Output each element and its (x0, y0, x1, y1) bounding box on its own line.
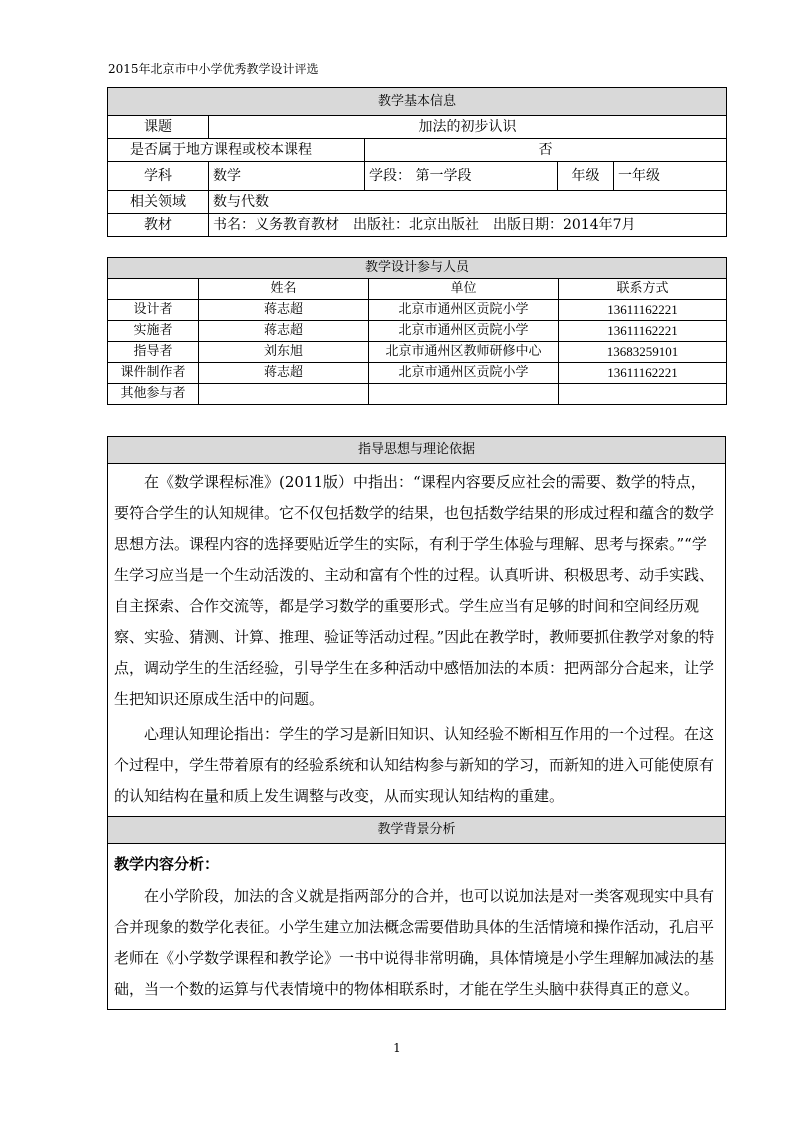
local-course-value: 否 (365, 139, 727, 162)
name-cell: 蒋志超 (199, 321, 369, 342)
document-header: 2015年北京市中小学优秀教学设计评选 (108, 62, 319, 76)
background-body (108, 844, 726, 1010)
table-row (108, 300, 727, 321)
background-paragraph-1: 在小学阶段，加法的含义就是指两部分的合并，也可以说加法是对一类客观现实中具有合并现象的数学化表征。小学生建立加法概念需要借助具体的生活情境和操作活动，孔启平老师在《小学数学课程和教学论》一书中说得非常明确，具体情境是小学生理解加减法的基础，当一个数的运算与代表情境中的物体相联系时，才能在学生头脑中获得真正的意义。 (114, 887, 715, 998)
guidance-background-table (107, 436, 726, 1010)
basic-info-title: 教学基本信息 (108, 88, 727, 116)
basic-info-table (107, 87, 727, 237)
role-cell: 指导者 (108, 342, 199, 363)
table-row (108, 384, 727, 405)
col-name-header: 姓名 (199, 279, 369, 300)
subject-value: 数学 (209, 162, 365, 191)
course-label: 课题 (108, 116, 209, 139)
guiding-paragraph-1: 在《数学课程标准》(2011版）中指出：“课程内容要反应社会的需要、数学的特点，要符合学生的认知规律。它不仅包括数学的结果，也包括数学结果的形成过程和蕴含的数学思想方法。课程内容的选择要贴近学生的实际，有利于学生体验与理解、思考与探索。”“学生学习应当是一个生动活泼的、主动和富有个性的过程。认真听讲、积极思考、动手实践、自主探索、合作交流等，都是学习数学的重要形式。学生应当有足够的时间和空间经历观察、实验、猜测、计算、推理、验证等活动过程。”因此在教学时，教师要抓住教学对象的特点，调动学生的生活经验，引导学生在多种活动中感悟加法的本质：把两部分合起来，让学生把知识还原成生活中的问题。 (114, 473, 715, 708)
contact-cell: 13611162221 (559, 363, 727, 384)
role-cell: 实施者 (108, 321, 199, 342)
stage-value: 第一学段 (415, 168, 472, 184)
subject-label: 学科 (108, 162, 209, 191)
grade-value: 一年级 (614, 162, 727, 191)
participants-table (107, 257, 727, 405)
content-analysis-heading: 教学内容分析： (114, 855, 220, 873)
role-cell: 其他参与者 (108, 384, 199, 405)
role-cell: 课件制作者 (108, 363, 199, 384)
textbook-value: 书名：义务教育教材 出版社：北京出版社 出版日期：2014年7月 (209, 214, 727, 237)
field-value: 数与代数 (209, 191, 727, 214)
table-row (108, 342, 727, 363)
contact-cell (559, 384, 727, 405)
col-role-header (108, 279, 199, 300)
name-cell: 蒋志超 (199, 363, 369, 384)
guiding-body (108, 464, 726, 817)
unit-cell: 北京市通州区贡院小学 (369, 363, 559, 384)
textbook-label: 教材 (108, 214, 209, 237)
unit-cell (369, 384, 559, 405)
unit-cell: 北京市通州区贡院小学 (369, 300, 559, 321)
contact-cell: 13611162221 (559, 300, 727, 321)
col-unit-header: 单位 (369, 279, 559, 300)
unit-cell: 北京市通州区教师研修中心 (369, 342, 559, 363)
table-row (108, 363, 727, 384)
name-cell: 蒋志超 (199, 300, 369, 321)
grade-label: 年级 (558, 162, 614, 191)
background-title: 教学背景分析 (108, 817, 726, 844)
guiding-paragraph-2: 心理认知理论指出：学生的学习是新旧知识、认知经验不断相互作用的一个过程。在这个过程中，学生带着原有的经验系统和认知结构参与新知的学习，而新知的进入可能使原有的认知结构在量和质上发生调整与改变，从而实现认知结构的重建。 (114, 725, 715, 805)
stage-label: 学段： (369, 168, 411, 184)
name-cell: 刘东旭 (199, 342, 369, 363)
contact-cell: 13611162221 (559, 321, 727, 342)
stage-cell (365, 162, 558, 191)
local-course-label: 是否属于地方课程或校本课程 (108, 139, 365, 162)
unit-cell: 北京市通州区贡院小学 (369, 321, 559, 342)
guiding-title: 指导思想与理论依据 (108, 437, 726, 464)
participants-title: 教学设计参与人员 (108, 258, 727, 279)
col-contact-header: 联系方式 (559, 279, 727, 300)
role-cell: 设计者 (108, 300, 199, 321)
name-cell (199, 384, 369, 405)
contact-cell: 13683259101 (559, 342, 727, 363)
course-value: 加法的初步认识 (209, 116, 727, 139)
page-number: 1 (393, 1041, 401, 1055)
field-label: 相关领域 (108, 191, 209, 214)
table-row (108, 321, 727, 342)
